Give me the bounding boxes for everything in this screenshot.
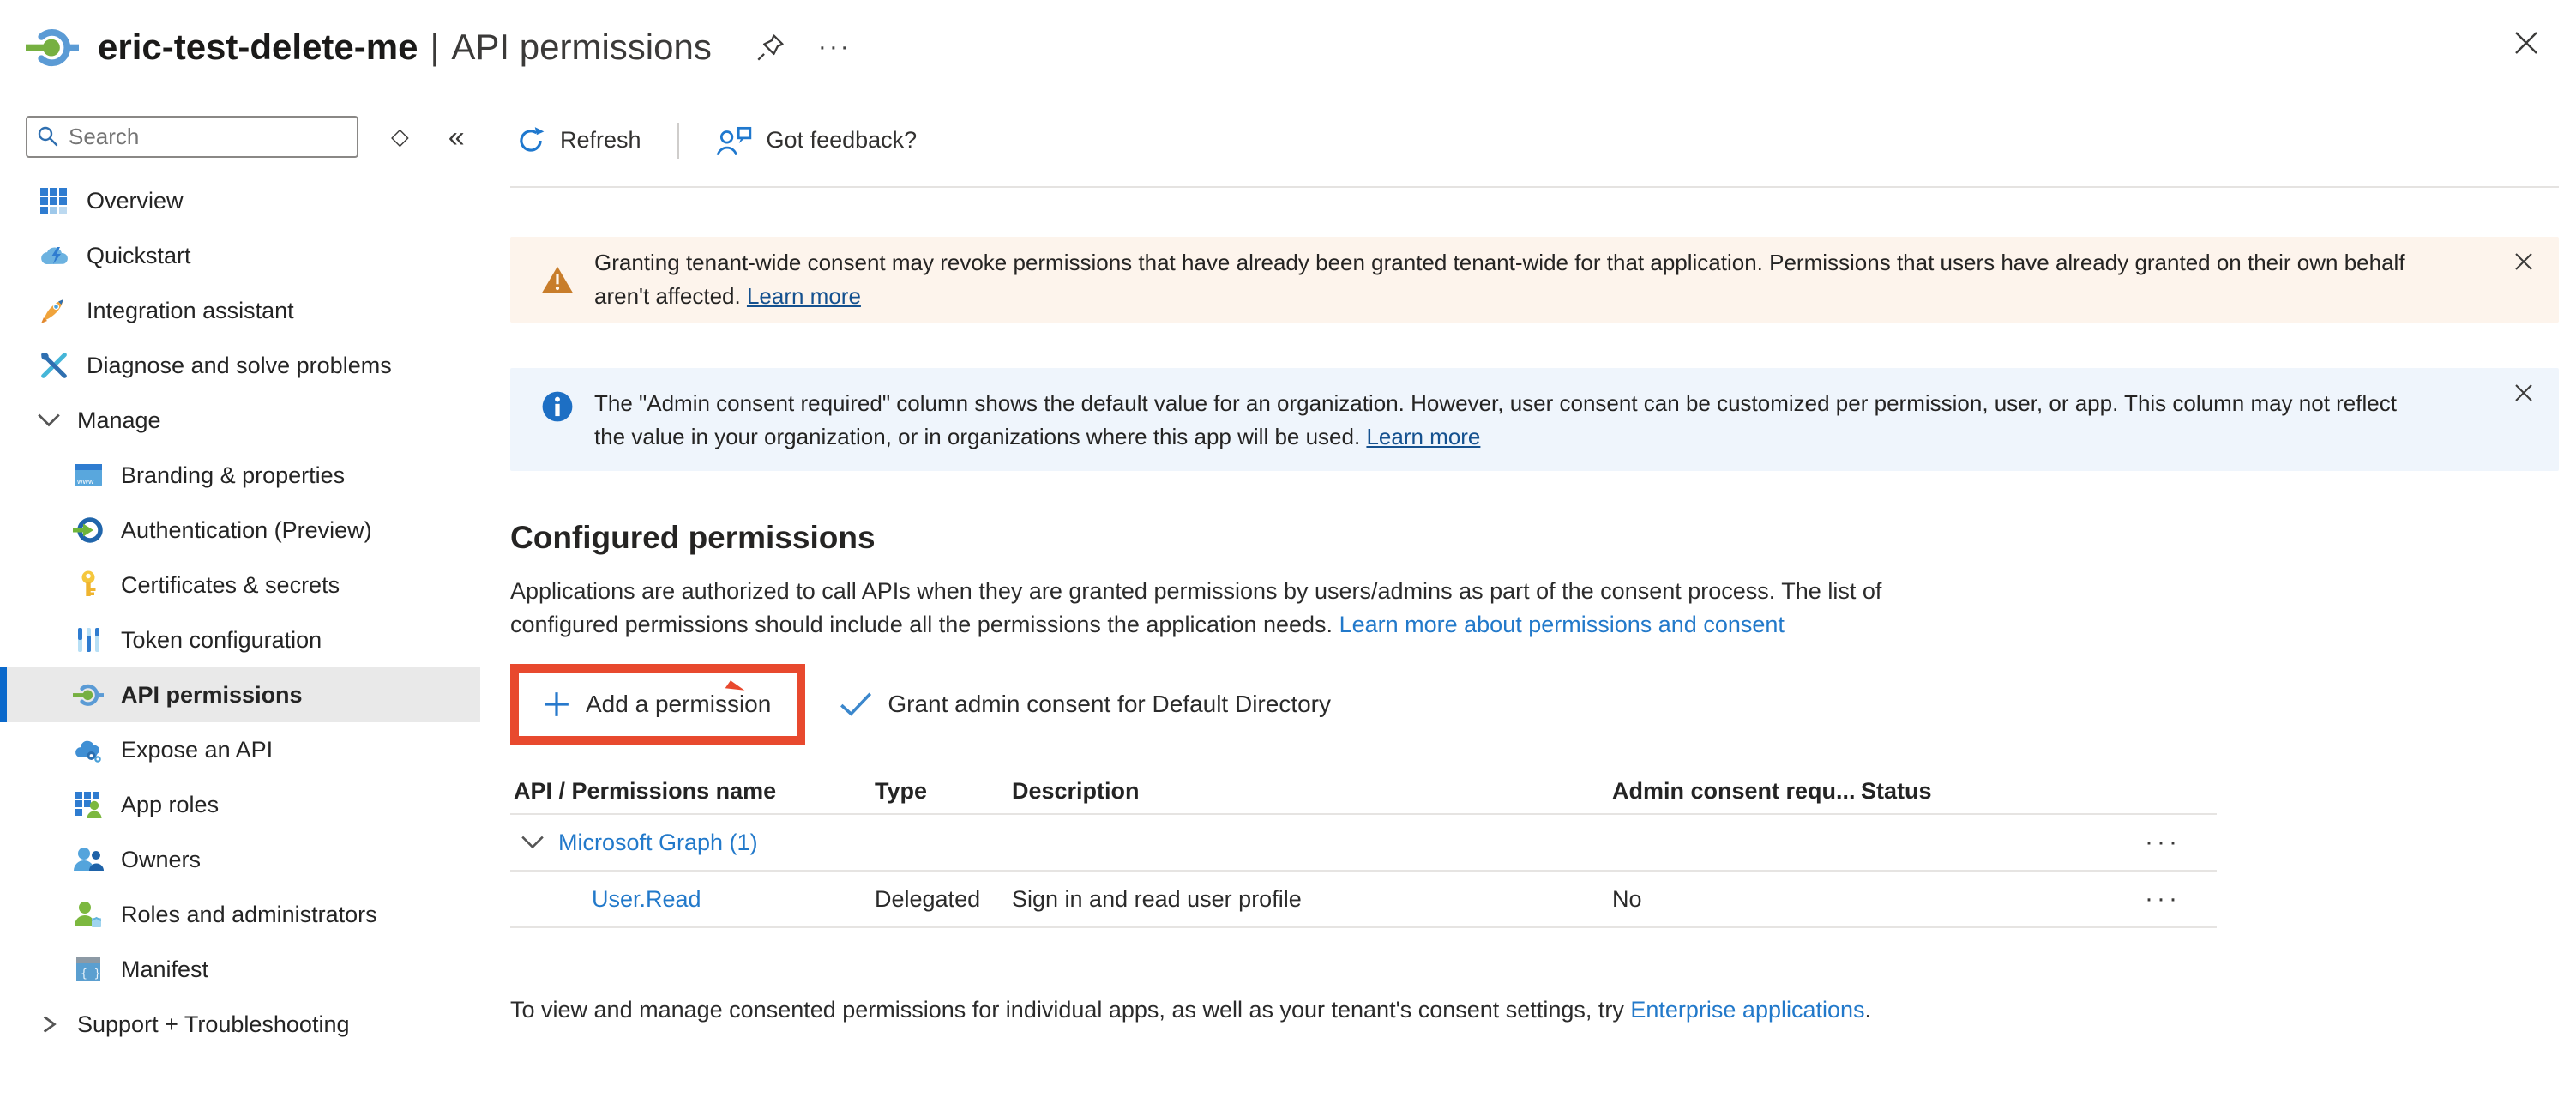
permission-user-read-link[interactable]: User.Read [592,885,701,912]
sidebar-item-diagnose[interactable] [0,338,480,393]
chevron-right-icon [36,1016,62,1033]
sidebar-item-label: Token configuration [121,626,322,653]
sidebar-item-label: App roles [121,791,220,817]
refresh-button[interactable] [510,124,647,157]
sidebar-item-label: Roles and administrators [121,901,377,927]
sidebar-item-certificates[interactable] [0,558,480,612]
annotation-highlight-box [510,664,805,745]
command-bar [510,94,2559,188]
expand-chevron-icon[interactable] [521,835,545,850]
warning-learn-more-link[interactable]: Learn more [746,283,861,309]
enterprise-applications-link[interactable]: Enterprise applications [1630,997,1865,1023]
sidebar-item-label: Certificates & secrets [121,571,340,598]
sidebar-search-row [0,116,480,158]
row-actions-button[interactable] [2140,884,2186,913]
chevron-down-icon [36,412,62,429]
info-learn-more-link[interactable]: Learn more [1366,424,1481,449]
troubleshoot-icon [39,350,69,381]
sidebar-item-label: Authentication (Preview) [121,516,372,543]
sidebar-nav [0,173,480,1052]
info-banner [510,368,2559,471]
more-actions-button[interactable] [815,33,855,61]
warning-icon [541,265,574,294]
warning-text: Granting tenant-wide consent may revoke permissions that have already been granted tenant-wide for that application. Permissions that users have already granted on their own behalf aren't affected. [594,250,2405,309]
sidebar-item-app-roles[interactable] [0,777,480,832]
expose-api-icon [73,734,104,765]
sidebar-item-branding[interactable] [0,448,480,503]
refresh-icon [515,125,546,156]
token-configuration-icon [73,624,104,655]
roles-administrators-icon [73,899,104,930]
description-text: Applications are authorized to call APIs when they are granted permissions by users/admins as part of the consent process. The list of configured permissions should include all the permissions the application needs. [510,578,1882,637]
sidebar-item-label: Diagnose and solve problems [87,352,392,378]
microsoft-graph-link[interactable]: Microsoft Graph (1) [558,829,758,855]
permission-description: Sign in and read user profile [1012,885,1302,912]
sidebar-item-label: Integration assistant [87,297,294,323]
svg-text:www: www [77,477,94,486]
dismiss-warning-button[interactable] [2509,247,2538,279]
table-header-row [510,769,2217,815]
sidebar-group-label: Support + Troubleshooting [77,1011,350,1037]
title-separator: | [430,27,440,67]
grant-admin-consent-button[interactable] [834,690,1336,719]
close-icon [2513,382,2535,404]
sidebar-item-manifest[interactable] [0,942,480,997]
warning-banner [510,237,2559,323]
add-permission-label: Add a permission [586,691,772,717]
pin-button[interactable] [753,29,789,65]
column-header-admin-consent: Admin consent requ... [1612,777,1856,804]
permission-type: Delegated [875,885,981,912]
footer-note [510,997,2559,1023]
column-header-api-permissions-name: API / Permissions name [514,777,777,804]
ellipsis-icon: ··· [2145,884,2181,913]
check-icon [840,691,872,717]
sidebar-item-quickstart[interactable] [0,228,480,283]
toolbar-divider [677,123,679,159]
page-title [98,27,712,68]
info-message [594,387,2413,454]
sidebar-item-label: Owners [121,846,202,872]
sidebar-item-owners[interactable] [0,832,480,887]
row-actions-button[interactable] [2140,828,2186,856]
sidebar-item-label: Expose an API [121,736,274,763]
column-header-type: Type [875,777,928,804]
search-icon [36,124,60,148]
permissions-description [510,575,1968,642]
column-header-status: Status [1861,777,1932,804]
feedback-label: Got feedback? [766,127,918,153]
reorder-toggle-icon[interactable]: ◇ [386,123,414,151]
sidebar-item-authentication[interactable] [0,503,480,558]
refresh-label: Refresh [560,127,641,153]
sidebar-item-label: Quickstart [87,242,191,268]
close-blade-button[interactable] [2507,24,2545,62]
permissions-actions-row [510,664,2559,745]
sidebar-item-overview[interactable] [0,173,480,228]
sidebar-group-label: Manage [77,407,161,433]
manifest-icon [73,954,104,985]
dismiss-info-button[interactable] [2509,378,2538,410]
warning-message [594,246,2439,313]
permission-admin-consent: No [1612,885,1642,912]
ellipsis-icon: ··· [2145,828,2181,856]
quickstart-icon [39,240,69,271]
ellipsis-icon: ··· [817,33,852,61]
blade-name: API permissions [451,27,712,67]
search-input[interactable] [26,116,358,158]
column-header-description: Description [1012,777,1140,804]
close-icon [2513,250,2535,273]
info-icon [541,390,574,423]
table-permission-row [510,872,2217,928]
plus-icon [543,691,570,718]
sidebar-item-roles-administrators[interactable] [0,887,480,942]
info-text: The "Admin consent required" column shows the default value for an organization. However, user consent can be customized per permission, user, or app. This column may not reflect the value in your organization, or in organizations where this app will be used. [594,390,2397,449]
sidebar-item-label: Manifest [121,956,209,982]
sidebar [0,94,480,1098]
key-icon [73,570,104,600]
api-permissions-icon [73,679,104,710]
svg-text:{ }: { } [81,968,101,980]
sidebar-item-label: API permissions [121,681,303,708]
table-group-row [510,815,2217,872]
branding-icon [73,460,104,491]
grant-admin-consent-label: Grant admin consent for Default Directory [888,691,1332,717]
app-registration-icon [26,21,79,74]
owners-icon [73,844,104,875]
rocket-icon [39,295,69,326]
feedback-button[interactable] [710,124,923,158]
feedback-icon [715,124,753,157]
sidebar-item-integration-assistant[interactable] [0,283,480,338]
footer-period: . [1864,997,1872,1023]
main-content [480,94,2576,1098]
blade-header [0,0,2576,94]
sidebar-item-label: Branding & properties [121,462,346,488]
configured-permissions-heading: Configured permissions [510,520,876,555]
pin-icon [756,33,785,62]
authentication-icon [73,515,104,546]
sidebar-item-token-configuration[interactable] [0,612,480,667]
overview-icon [39,185,69,216]
sidebar-item-api-permissions[interactable] [0,667,480,722]
sidebar-group-manage[interactable] [0,393,480,448]
app-name: eric-test-delete-me [98,27,418,67]
app-roles-icon [73,789,104,820]
footer-text: To view and manage consented permissions for individual apps, as well as your tenant's consent settings, try [510,997,1624,1023]
permissions-table [510,769,2217,928]
sidebar-item-label: Overview [87,187,184,214]
permissions-consent-link[interactable]: Learn more about permissions and consent [1339,612,1785,637]
sidebar-group-support[interactable] [0,997,480,1052]
collapse-sidebar-icon[interactable]: « [443,122,470,153]
close-icon [2511,27,2542,58]
sidebar-item-expose-an-api[interactable] [0,722,480,777]
